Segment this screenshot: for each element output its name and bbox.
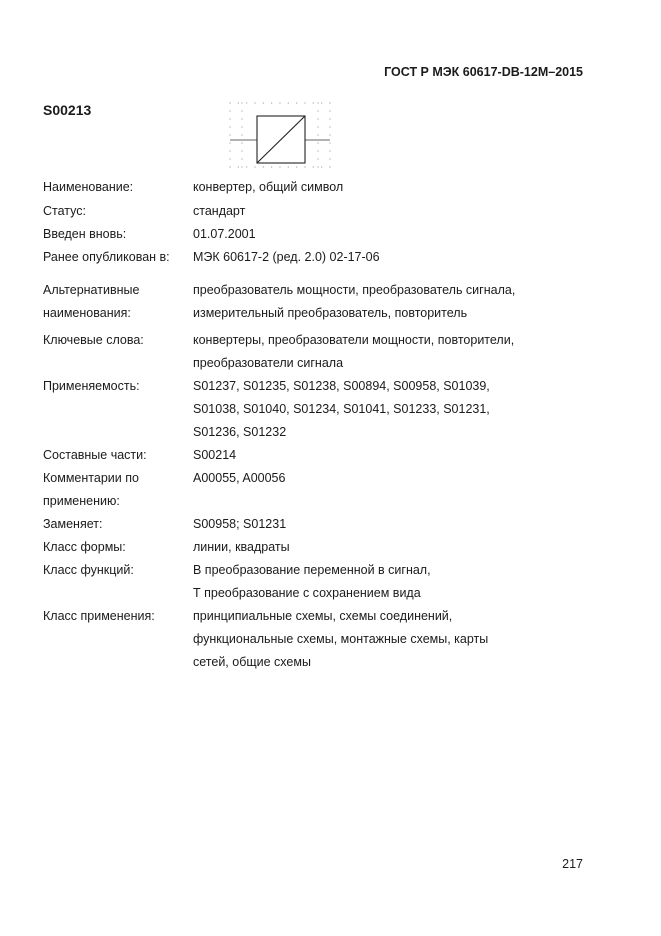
grid-dot [317, 134, 318, 135]
symbol-id: S00213 [43, 102, 92, 118]
grid-dot [329, 166, 330, 167]
field-value: сетей, общие схемы [193, 655, 311, 669]
grid-dot [329, 110, 330, 111]
grid-dot [229, 134, 230, 135]
grid-dot [317, 142, 318, 143]
grid-dot [241, 134, 242, 135]
field-value: измерительный преобразователь, повторитель [193, 306, 468, 320]
field-value: В преобразование переменной в сигнал, [193, 563, 431, 577]
grid-dot [229, 142, 230, 143]
field-label: Применяемость: [43, 379, 140, 393]
field-label: Статус: [43, 204, 86, 218]
grid-dot [329, 118, 330, 119]
field-label: Введен вновь: [43, 227, 127, 241]
grid-dot [304, 102, 305, 103]
grid-dot [241, 158, 242, 159]
field-value: A00055, A00056 [193, 471, 286, 485]
grid-dot [317, 118, 318, 119]
field-value: принципиальные схемы, схемы соединений, [193, 609, 453, 623]
grid-dot [317, 126, 318, 127]
field-value: S00958; S01231 [193, 517, 287, 531]
field-value: S01236, S01232 [193, 425, 287, 439]
grid-dot [229, 110, 230, 111]
grid-dot [229, 158, 230, 159]
grid-dot [241, 166, 242, 167]
grid-dot [229, 166, 230, 167]
converter-symbol-icon [226, 100, 334, 170]
field-value: линии, квадраты [193, 540, 290, 554]
grid-dot [329, 126, 330, 127]
field-label: Ключевые слова: [43, 333, 144, 347]
field-label: Альтернативные [43, 283, 140, 297]
grid-dot [329, 142, 330, 143]
grid-dot [241, 126, 242, 127]
grid-dot [279, 102, 280, 103]
grid-dot [229, 102, 230, 103]
grid-dot [329, 102, 330, 103]
grid-dot [241, 118, 242, 119]
grid-dot [288, 102, 289, 103]
converter-diagonal [257, 116, 305, 163]
grid-dot [271, 166, 272, 167]
grid-dot [313, 166, 314, 167]
grid-dot [241, 110, 242, 111]
field-label: Ранее опубликован в: [43, 250, 170, 264]
symbol-grid-dots [229, 102, 330, 167]
grid-dot [317, 166, 318, 167]
field-value: S00214 [193, 448, 237, 462]
standard-designation: ГОСТ Р МЭК 60617-DB-12M–2015 [384, 65, 583, 79]
grid-dot [279, 166, 280, 167]
grid-dot [296, 166, 297, 167]
field-label: Наименование: [43, 180, 134, 194]
grid-dot [317, 110, 318, 111]
grid-dot [317, 150, 318, 151]
page-number: 217 [562, 857, 583, 871]
field-label: применению: [43, 494, 120, 508]
grid-dot [321, 166, 322, 167]
grid-dot [317, 158, 318, 159]
grid-dot [246, 166, 247, 167]
grid-dot [304, 166, 305, 167]
grid-dot [254, 166, 255, 167]
grid-dot [296, 102, 297, 103]
grid-dot [238, 102, 239, 103]
field-label: наименования: [43, 306, 131, 320]
grid-dot [246, 102, 247, 103]
grid-dot [329, 134, 330, 135]
grid-dot [241, 102, 242, 103]
field-value: конвертеры, преобразователи мощности, повторители, [193, 333, 515, 347]
field-label: Комментарии по [43, 471, 139, 485]
grid-dot [321, 102, 322, 103]
field-value: S01038, S01040, S01234, S01041, S01233, S01231, [193, 402, 490, 416]
grid-dot [288, 166, 289, 167]
grid-dot [329, 150, 330, 151]
grid-dot [241, 142, 242, 143]
field-label: Заменяет: [43, 517, 103, 531]
grid-dot [238, 166, 239, 167]
grid-dot [263, 102, 264, 103]
field-value: 01.07.2001 [193, 227, 256, 241]
grid-dot [313, 102, 314, 103]
field-value: преобразователи сигнала [193, 356, 344, 370]
field-label: Класс формы: [43, 540, 126, 554]
field-label: Класс функций: [43, 563, 134, 577]
field-value: функциональные схемы, монтажные схемы, карты [193, 632, 489, 646]
field-value: S01237, S01235, S01238, S00894, S00958, S01039, [193, 379, 490, 393]
field-value: стандарт [193, 204, 246, 218]
grid-dot [271, 102, 272, 103]
grid-dot [229, 126, 230, 127]
field-value: МЭК 60617-2 (ред. 2.0) 02-17-06 [193, 250, 380, 264]
grid-dot [329, 158, 330, 159]
grid-dot [317, 102, 318, 103]
grid-dot [241, 150, 242, 151]
field-value: конвертер, общий символ [193, 180, 344, 194]
grid-dot [254, 102, 255, 103]
field-label: Составные части: [43, 448, 147, 462]
grid-dot [229, 118, 230, 119]
field-label: Класс применения: [43, 609, 155, 623]
grid-dot [263, 166, 264, 167]
field-value: Т преобразование с сохранением вида [193, 586, 421, 600]
field-value: преобразователь мощности, преобразователь сигнала, [193, 283, 516, 297]
grid-dot [229, 150, 230, 151]
